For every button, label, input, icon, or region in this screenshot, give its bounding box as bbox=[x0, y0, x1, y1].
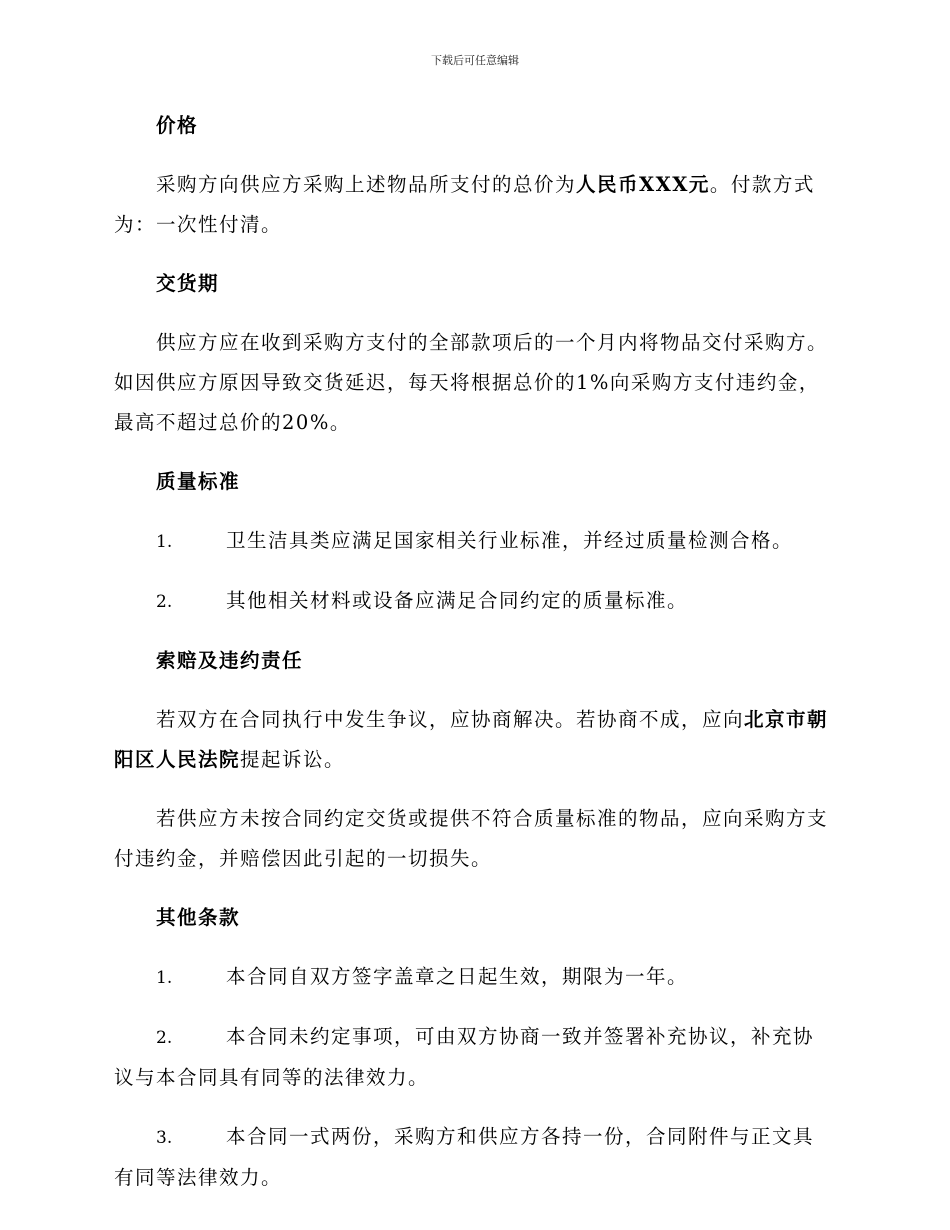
section-heading-claims: 索赔及违约责任 bbox=[156, 649, 304, 672]
list-item-number: 1. bbox=[156, 532, 173, 552]
list-item-number: 2. bbox=[156, 1028, 173, 1048]
list-item-number: 1. bbox=[156, 968, 173, 988]
list-item-text: 卫生洁具类应满足国家相关行业标准，并经过质量检测合格。 bbox=[226, 529, 794, 552]
claims-text-a: 若双方在合同执行中发生争议，应协商解决。若协商不成，应向 bbox=[156, 708, 745, 731]
claims-paragraph-1 bbox=[114, 700, 830, 780]
list-item-text: 本合同一式两份，采购方和供应方各持一份，合同附件与正文具有同等法律效力。 bbox=[114, 1125, 815, 1189]
list-item-text: 本合同自双方签字盖章之日起生效，期限为一年。 bbox=[226, 965, 689, 988]
document-body bbox=[114, 106, 830, 1217]
price-paragraph bbox=[114, 165, 830, 245]
page-header: 下载后可任意编辑 bbox=[431, 54, 519, 67]
price-text-c: 。付款方式为：一次性付清。 bbox=[114, 173, 815, 236]
section-heading-quality: 质量标准 bbox=[156, 470, 241, 493]
list-item bbox=[114, 1117, 830, 1198]
delivery-paragraph: 供应方应在收到采购方支付的全部款项后的一个月内将物品交付采购方。如因供应方原因导致交货延迟，每天将根据总价的1%向采购方支付违约金，最高不超过总价的20%。 bbox=[114, 331, 829, 434]
court-name: 北京市朝阳区人民法院 bbox=[114, 708, 829, 771]
list-item bbox=[114, 1017, 830, 1098]
section-heading-other: 其他条款 bbox=[156, 906, 241, 929]
claims-paragraph-2: 若供应方未按合同约定交货或提供不符合质量标准的物品，应向采购方支付违约金，并赔偿因此引起的一切损失。 bbox=[114, 807, 829, 870]
claims-text-c: 提起诉讼。 bbox=[240, 748, 346, 771]
list-item-text: 本合同未约定事项，可由双方协商一致并签署补充协议，补充协议与本合同具有同等的法律效力。 bbox=[114, 1025, 815, 1089]
list-item bbox=[114, 521, 830, 562]
section-heading-price: 价格 bbox=[156, 114, 199, 137]
list-item bbox=[114, 957, 830, 998]
list-item bbox=[114, 581, 830, 622]
section-heading-delivery: 交货期 bbox=[156, 272, 220, 295]
list-item-number: 2. bbox=[156, 592, 173, 612]
list-item-number: 3. bbox=[156, 1128, 173, 1148]
list-item-text: 其他相关材料或设备应满足合同约定的质量标准。 bbox=[226, 589, 689, 612]
price-text-a: 采购方向供应方采购上述物品所支付的总价为 bbox=[156, 173, 577, 196]
price-amount: 人民币XXX元 bbox=[576, 173, 710, 196]
